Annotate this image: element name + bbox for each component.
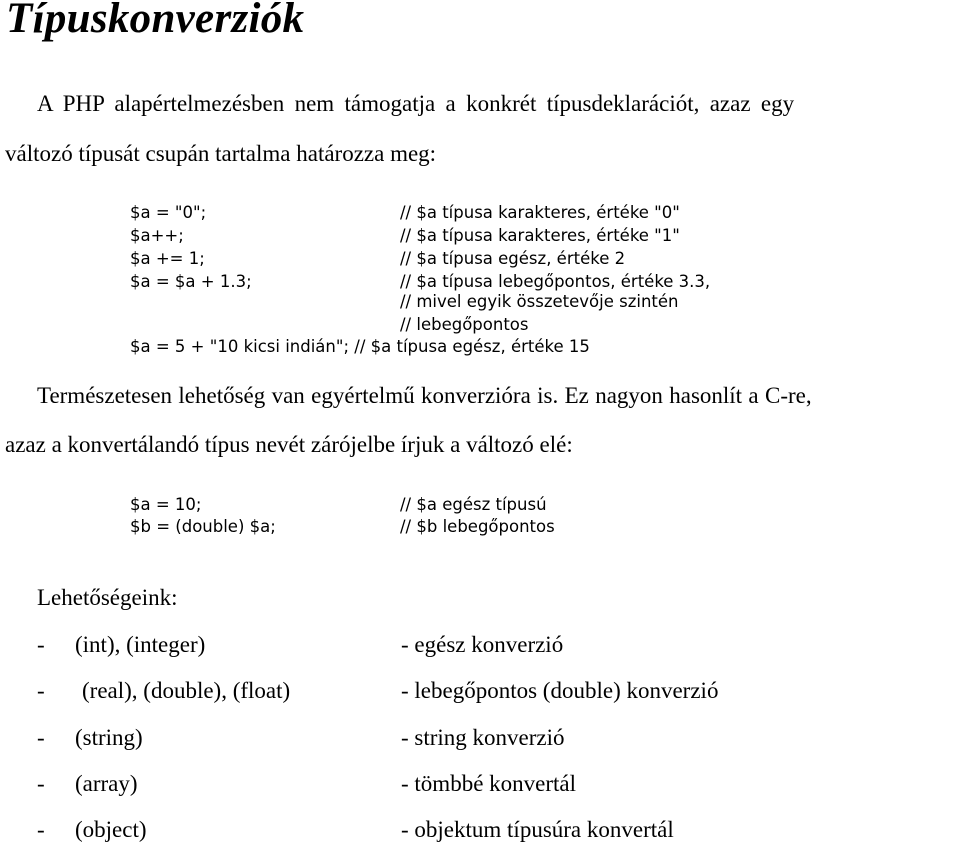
list-item-desc: - tömbbé konvertál [401, 771, 577, 796]
para2-line-1: Természetesen lehetőség van egyértelmű konverzióra is. Ez nagyon hasonlít a C-re, [37, 383, 812, 408]
list-item-name: (string) [75, 725, 143, 750]
intro-line-1: A PHP alapértelmezésben nem támogatja a konkrét típusdeklarációt, azaz egy [37, 91, 795, 116]
code-comment: // $a típusa karakteres, értéke "1" [400, 226, 680, 245]
code-comment: // $b lebegőpontos [400, 517, 555, 536]
code-comment: // $a típusa karakteres, értéke "0" [400, 203, 680, 222]
code-comment: // lebegőpontos [400, 315, 529, 334]
code-comment: // $a típusa egész, értéke 2 [400, 249, 626, 268]
code-line: $a = 5 + "10 kicsi indián"; // $a típusa egész, értéke 15 [130, 337, 590, 356]
options-label: Lehetőségeink: [37, 585, 178, 610]
code-comment: // mivel egyik összetevője szintén [400, 292, 679, 311]
list-item-desc: - objektum típusúra konvertál [401, 817, 674, 842]
list-item-desc: - string konverzió [401, 725, 565, 750]
list-item-name: (real), (double), (float) [82, 678, 291, 703]
code-comment: // $a egész típusú [400, 495, 547, 514]
code-line: $a++; [130, 226, 184, 245]
list-bullet: - [37, 817, 45, 842]
list-bullet: - [37, 678, 45, 703]
list-bullet: - [37, 725, 45, 750]
list-item-name: (int), (integer) [75, 632, 206, 657]
code-line: $a = $a + 1.3; [130, 272, 252, 291]
list-item-name: (array) [75, 771, 138, 796]
code-line: $a = "0"; [130, 203, 207, 222]
code-line: $a += 1; [130, 249, 205, 268]
code-comment: // $a típusa lebegőpontos, értéke 3.3, [400, 272, 711, 291]
intro-line-2: változó típusát csupán tartalma határozza meg: [5, 141, 437, 166]
list-bullet: - [37, 771, 45, 796]
para2-line-2: azaz a konvertálandó típus nevét zárójelbe írjuk a változó elé: [5, 432, 573, 457]
list-item-name: (object) [75, 817, 147, 842]
list-bullet: - [37, 632, 45, 657]
page-title: Típuskonverziók [6, 0, 305, 42]
list-item-desc: - lebegőpontos (double) konverzió [401, 678, 719, 703]
list-item-desc: - egész konverzió [401, 632, 564, 657]
code-line: $a = 10; [130, 495, 202, 514]
code-line: $b = (double) $a; [130, 517, 276, 536]
